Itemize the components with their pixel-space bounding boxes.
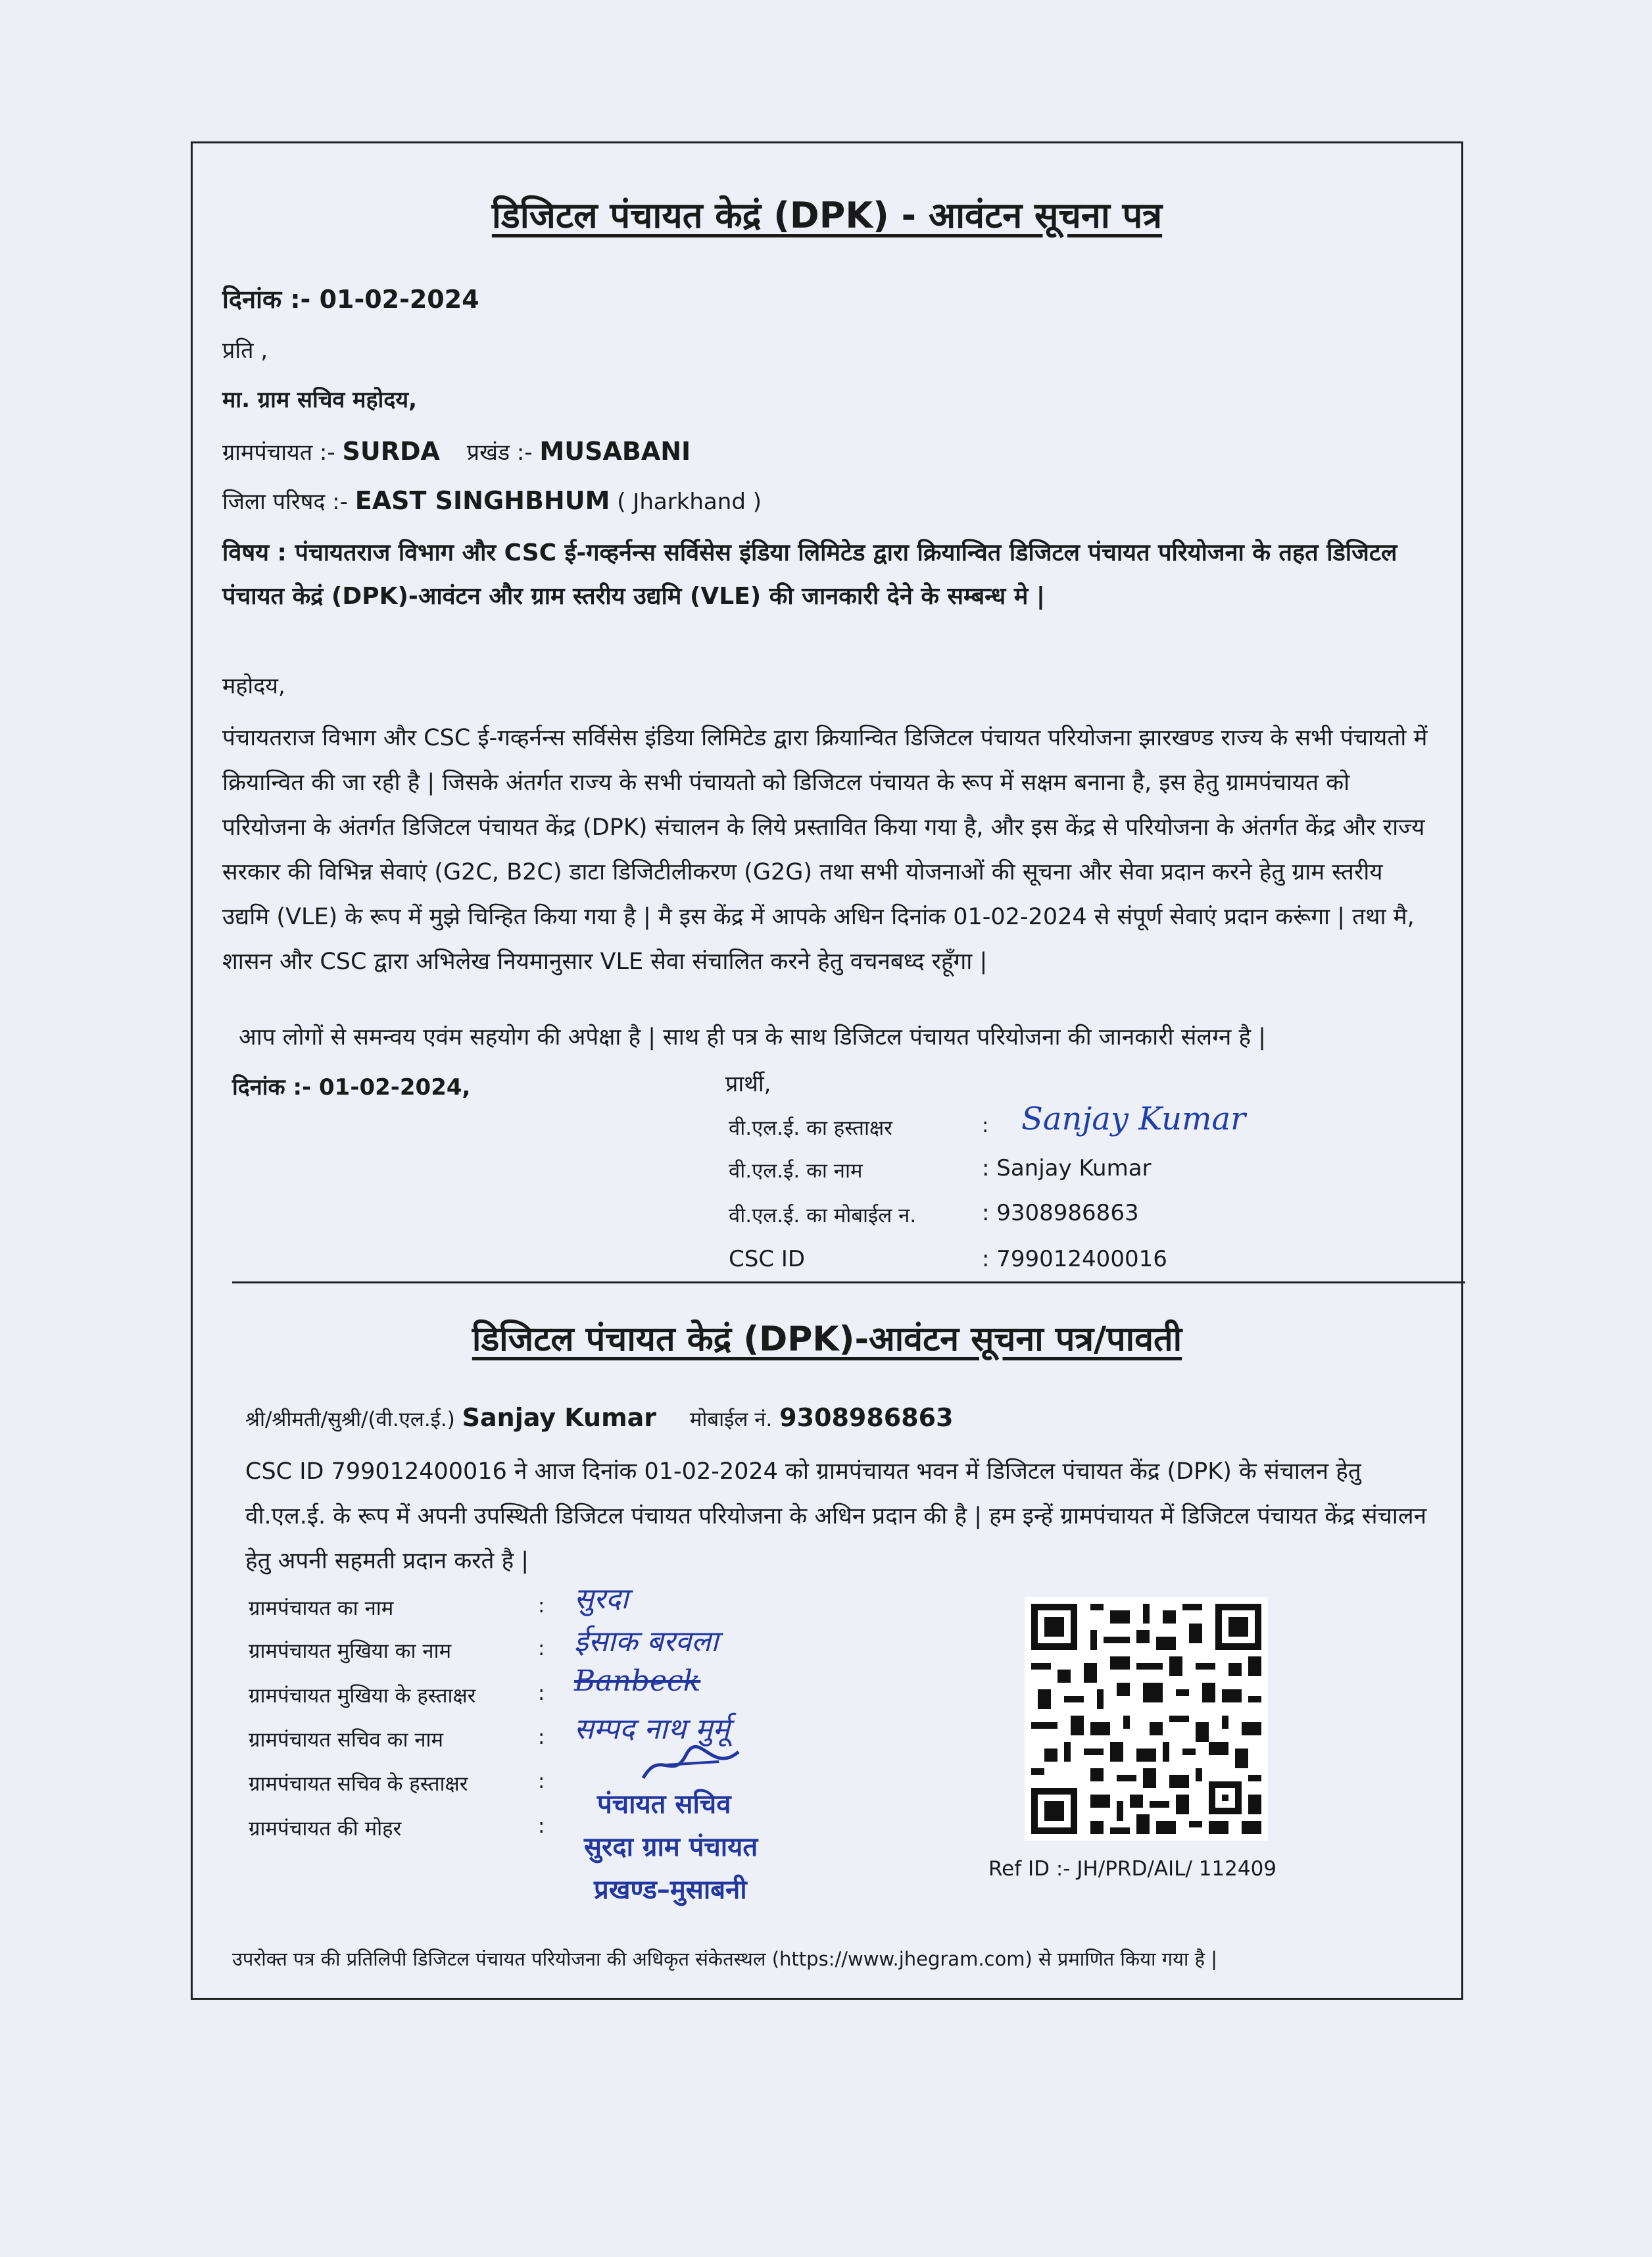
field-label-panchayat-seal: ग्रामपंचायत की मोहर <box>249 1817 402 1841</box>
receipt-paragraph: CSC ID 799012400016 ने आज दिनांक 01-02-2024 को ग्रामपंचायत भवन में डिजिटल पंचायत केंद्र (DPK) के संचालन हेतु वी.एल.ई. के रूप में अपनी उपस्थिती डिजिटल पंचायत परियोजना के अधिन प्रदान की है | हम इन्हें ग्रामपंचायत में डिजिटल पंचायत केंद्र संचालन हेतु अपनी सहमती प्रदान करते है | <box>245 1458 1427 1574</box>
receipt-prefix: श्री/श्रीमती/सुश्री/(वी.एल.ई.) <box>245 1408 455 1431</box>
field-value-sachiv-name: सम्पद नाथ मुर्मू <box>574 1712 730 1746</box>
seal-line-3: प्रखण्ड–मुसाबनी <box>594 1875 747 1905</box>
field-value-panchayat-name: सुरदा <box>574 1582 629 1616</box>
field-value-mukhiya-sign: Banbeck <box>574 1664 701 1698</box>
seal-line-1: पंचायत सचिव <box>597 1789 731 1820</box>
vle-mobile-value: : 9308986863 <box>982 1200 1139 1226</box>
field-colon: : <box>538 1814 545 1838</box>
vle-name-label: वी.एल.ई. का नाम <box>729 1159 863 1183</box>
field-label-sachiv-name: ग्रामपंचायत सचिव का नाम <box>249 1728 444 1752</box>
vle-sign-label: वी.एल.ई. का हस्ताक्षर <box>729 1116 892 1140</box>
prati-text: प्रति , <box>222 337 268 364</box>
field-label-mukhiya-sign: ग्रामपंचायत मुखिया के हस्ताक्षर <box>249 1684 476 1708</box>
receipt-title: डिजिटल पंचायत केद्रं (DPK)-आवंटन सूचना पत्र/पावती <box>472 1320 1182 1359</box>
field-label-panchayat-name: ग्रामपंचायत का नाम <box>249 1597 394 1620</box>
state-value: ( Jharkhand ) <box>617 489 762 515</box>
body-paragraph: पंचायतराज विभाग और CSC ई-गव्हर्नन्स सर्विसेस इंडिया लिमिटेड द्वारा क्रियान्वित डिजिटल पंचायत परियोजना झारखण्ड राज्य के सभी पंचायतो में क्रियान्वित की जा रही है | जिसके अंतर्गत राज्य के सभी पंचायतो को डिजिटल पंचायत के रूप में सक्षम बनाना है, इस हेतु ग्रामपंचायत को परियोजना के अंतर्गत डिजिटल पंचायत केंद्र (DPK) संचालन के लिये प्रस्तावित किया गया है, और इस केंद्र से परियोजना के अंतर्गत केंद्र और राज्य सरकार की विभिन्न सेवाएं (G2C, B2C) डाटा डिजिटीलीकरण (G2G) तथा सभी योजनाओं की सूचना और सेवा प्रदान करने हेतु ग्राम स्तरीय उद्यमि (VLE) के रूप में मुझे चिन्हित किया गया है | मै इस केंद्र में आपके अधिन दिनांक 01-02-2024 से संपूर्ण सेवाएं प्रदान करूंगा | तथा मै, शासन और CSC द्वारा अभिलेख नियमानुसार VLE सेवा संचालित करने हेतु वचनबध्द रहूँगा | <box>222 725 1428 975</box>
addressee: मा. ग्राम सचिव महोदय, <box>222 387 418 413</box>
footer-date: दिनांक :- 01-02-2024, <box>232 1074 471 1101</box>
panchayat-label: ग्रामपंचायत :- <box>222 439 335 466</box>
district-value: EAST SINGHBHUM <box>354 486 610 515</box>
block-value: MUSABANI <box>539 437 691 466</box>
letter-date: दिनांक :- 01-02-2024 <box>222 285 479 314</box>
closing-paragraph: आप लोगों से समन्वय एवंम सहयोग की अपेक्षा है | साथ ही पत्र के साथ डिजिटल पंचायत परियोजना की जानकारी संलग्न है | <box>239 1024 1266 1051</box>
subject-paragraph: विषय : पंचायतराज विभाग और CSC ई-गव्हर्नन्स सर्विसेस इंडिया लिमिटेड द्वारा क्रियान्वित डिजिटल पंचायत परियोजना के तहत डिजिटल पंचायत केद्रं (DPK)-आवंटन और ग्राम स्तरीय उद्यमि (VLE) की जानकारी देने के सम्बन्ध मे | <box>222 539 1397 610</box>
receipt-mobile-value: 9308986863 <box>779 1403 954 1432</box>
block-label: प्रखंड :- <box>466 439 533 466</box>
csc-id-label: CSC ID <box>729 1246 806 1272</box>
vle-sign-colon: : <box>982 1114 989 1137</box>
ref-id: Ref ID :- JH/PRD/AIL/ 112409 <box>988 1857 1277 1881</box>
vle-mobile-label: वी.एल.ई. का मोबाईल न. <box>729 1204 917 1228</box>
vle-name-value: : Sanjay Kumar <box>982 1155 1152 1181</box>
receipt-vle-name: Sanjay Kumar <box>462 1403 657 1432</box>
field-value-mukhiya-name: ईसाक बरवला <box>574 1625 719 1658</box>
footer-note: उपरोक्त पत्र की प्रतिलिपी डिजिटल पंचायत परियोजना की अधिकृत संकेतस्थल (https://www.jhegram.com) से प्रमाणित किया गया है | <box>232 1948 1218 1970</box>
receipt-mobile-label: मोबाईल नं. <box>689 1408 773 1431</box>
district-row <box>222 485 762 516</box>
vle-signature: Sanjay Kumar <box>1021 1101 1246 1137</box>
field-colon: : <box>538 1681 545 1705</box>
qr-code <box>1025 1597 1268 1841</box>
panchayat-value: SURDA <box>342 437 440 466</box>
receipt-vle-line <box>245 1403 954 1433</box>
letter-title: डिजिटल पंचायत केद्रं (DPK) - आवंटन सूचना पत्र <box>491 195 1163 236</box>
seal-line-2: सुरदा ग्राम पंचायत <box>584 1832 758 1862</box>
panchayat-row <box>222 436 691 466</box>
sachiv-signature-mark <box>640 1742 745 1788</box>
field-label-sachiv-sign: ग्रामपंचायत सचिव के हस्ताक्षर <box>249 1772 468 1796</box>
field-colon: : <box>538 1770 545 1793</box>
field-colon: : <box>538 1637 545 1660</box>
csc-id-value: : 799012400016 <box>982 1246 1167 1272</box>
field-label-mukhiya-name: ग्रामपंचायत मुखिया का नाम <box>249 1639 452 1663</box>
field-colon: : <box>538 1594 545 1618</box>
salutation: महोदय, <box>222 673 285 699</box>
district-label: जिला परिषद :- <box>222 489 348 515</box>
letter-frame <box>191 141 1463 2000</box>
section-divider <box>232 1281 1465 1283</box>
prarthi-text: प्रार्थी, <box>725 1071 771 1097</box>
field-colon: : <box>538 1725 545 1749</box>
